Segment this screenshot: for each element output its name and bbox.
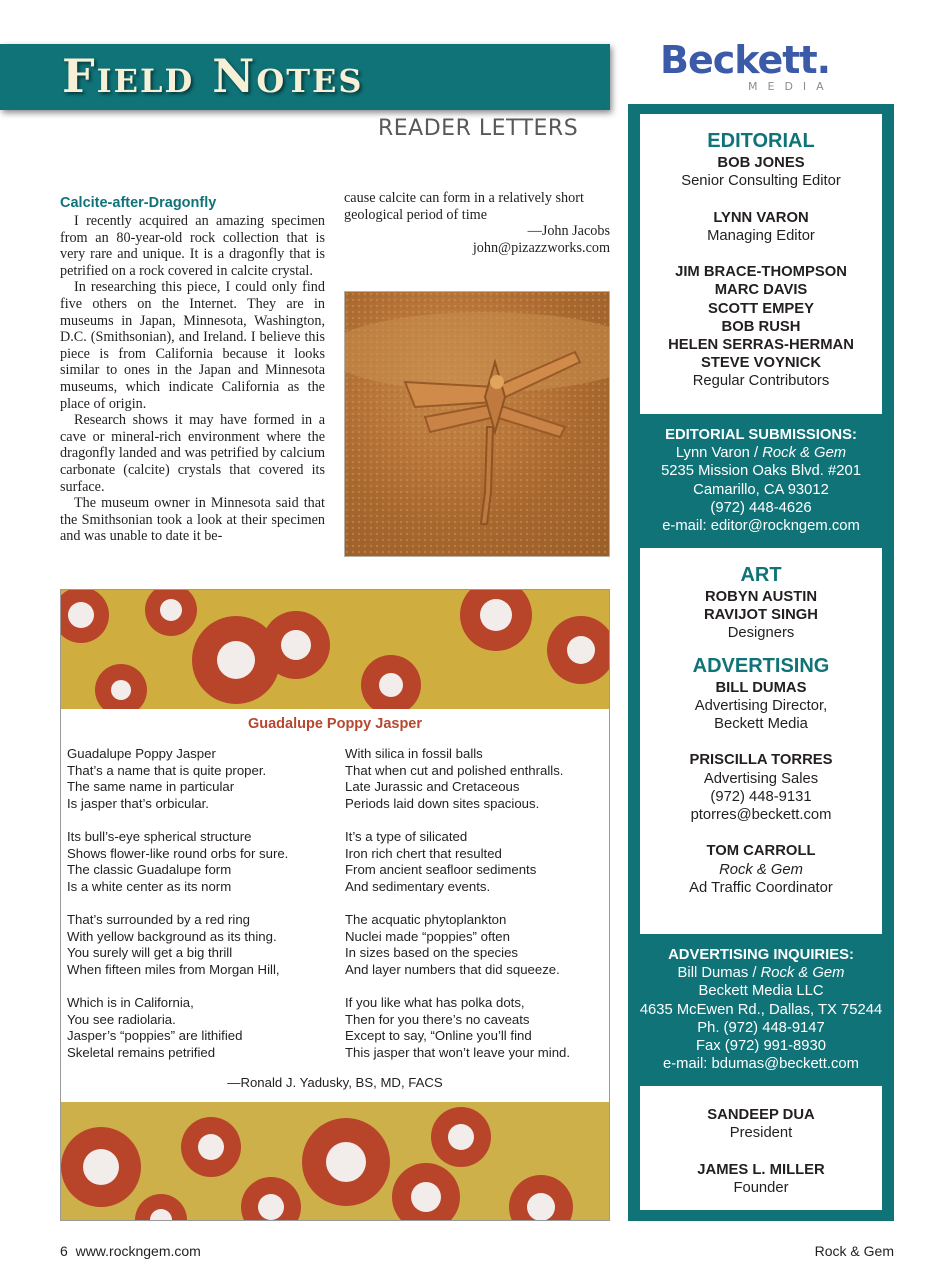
staff-name: BOB JONES	[717, 155, 805, 171]
letter-paragraph: The museum owner in Minnesota said that the Smithsonian took a look at their specimen and was unable to date it be-	[60, 495, 325, 545]
poem-line: Nuclei made “poppies” often	[345, 928, 510, 944]
inquiries-line: Fax (972) 991-8930	[696, 1038, 826, 1055]
letter-paragraph: Research shows it may have formed in a cave or mineral-rich environment where the dragonfly landed and was petrified by calcium carbonate (calcite) crystals that covered its surface.	[60, 412, 325, 495]
inquiries-heading: ADVERTISING INQUIRIES:	[668, 947, 854, 963]
poem-author: —Ronald J. Yadusky, BS, MD, FACS	[227, 1075, 443, 1090]
poem-line: With silica in fossil balls	[345, 746, 483, 761]
poem-line: Late Jurassic and Cretaceous	[345, 779, 520, 795]
staff-role: Beckett Media	[714, 716, 808, 733]
submissions-line: (972) 448-4626	[710, 499, 812, 516]
poem-line: Except to say, “Online you’ll find	[345, 1028, 532, 1044]
letter-continuation: cause calcite can form in a relatively short geological period of time	[344, 190, 584, 223]
staff-name: PRISCILLA TORRES	[689, 752, 833, 769]
poem-line: Which is in California,	[67, 994, 194, 1010]
poem-line: Skeletal remains petrified	[67, 1044, 216, 1060]
staff-phone: (972) 448-9131	[710, 788, 812, 805]
editorial-heading: EDITORIAL	[707, 130, 815, 152]
staff-name: BILL DUMAS	[715, 679, 807, 696]
staff-name: MARC DAVIS	[714, 282, 808, 299]
poem-line: From ancient seafloor sediments	[345, 862, 537, 878]
poem-line: It’s a type of silicated	[345, 828, 468, 844]
staff-name: ROBYN AUSTIN	[704, 589, 818, 605]
poem-line: That’s a name that is quite proper.	[67, 762, 267, 778]
poem-line: Guadalupe Poppy Jasper	[67, 746, 216, 761]
poem-column-right	[345, 746, 607, 1078]
advertising-heading: ADVERTISING	[692, 654, 830, 677]
poem-stanza	[67, 912, 337, 978]
staff-role: Regular Contributors	[692, 373, 830, 390]
poem-line: That when cut and polished enthralls.	[345, 762, 564, 778]
poem-line: This jasper that won’t leave your mind.	[345, 1044, 571, 1060]
staff-role: Designers	[727, 625, 795, 642]
poem-line: And layer numbers that did squeeze.	[345, 961, 560, 977]
staff-role: Ad Traffic Coordinator	[689, 879, 833, 896]
staff-name: RAVIJOT SINGH	[703, 607, 818, 624]
officer-role: President	[729, 1125, 793, 1142]
jasper-photo-top	[61, 590, 609, 709]
submissions-line: 5235 Mission Oaks Blvd. #201	[661, 463, 861, 480]
inquiries-line: 4635 McEwen Rd., Dallas, TX 75244	[639, 1001, 883, 1018]
poem-stanza	[345, 912, 607, 978]
poem-line: The acquatic phytoplankton	[345, 911, 507, 927]
footer-magazine-name: Rock & Gem	[814, 1243, 894, 1259]
inquiries-email: e-mail: bdumas@beckett.com	[663, 1056, 859, 1073]
logo-subtext: MEDIA	[748, 80, 834, 93]
submissions-email: e-mail: editor@rockngem.com	[662, 518, 860, 535]
staff-role: Advertising Sales	[703, 770, 819, 787]
editorial-box	[640, 114, 882, 414]
poem-line: If you like what has polka dots,	[345, 994, 525, 1010]
poem-line: And sedimentary events.	[345, 878, 491, 894]
inquiries-line: Ph. (972) 448-9147	[697, 1019, 825, 1036]
poem-line: You surely will get a big thrill	[67, 945, 233, 961]
poem-line: Then for you there’s no caveats	[345, 1011, 530, 1027]
poem-column-left	[67, 746, 337, 1078]
poem-line: Is a white center as its norm	[67, 878, 232, 894]
poem-line: Is jasper that’s orbicular.	[67, 795, 209, 811]
poem-line: Jasper’s “poppies” are lithified	[67, 1028, 243, 1044]
poem-line: With yellow background as its thing.	[67, 928, 277, 944]
beckett-media-logo	[660, 38, 860, 94]
inquiries-section	[628, 946, 894, 1073]
officers-box	[640, 1086, 882, 1210]
staff-name: STEVE VOYNICK	[700, 355, 822, 372]
poem-stanza	[345, 829, 607, 895]
letter-paragraph: In researching this piece, I could only find five others on the Internet. They are in museums in Japan, Minnesota, Washington, D.C. (Smithsonian), and Ireland. I believe this piece is from California because it looks similar to ones in the Japan and Minnesota museums, which indicate California as the place of origin.	[60, 279, 325, 412]
poem-stanza	[67, 829, 337, 895]
section-subtitle: READER LETTERS	[378, 116, 579, 141]
poem-line: The same name in particular	[67, 779, 235, 795]
poem-stanza	[345, 746, 607, 812]
masthead-sidebar	[628, 104, 894, 1221]
poem-stanza	[345, 995, 607, 1061]
section-banner	[0, 44, 610, 110]
section-title: Field Notes	[62, 49, 364, 103]
letter-signature-email: john@pizazzworks.com	[472, 239, 610, 256]
footer-website: www.rockngem.com	[75, 1243, 201, 1259]
letter-heading: Calcite-after-Dragonfly	[60, 195, 217, 211]
poem-title: Guadalupe Poppy Jasper	[247, 716, 423, 732]
staff-role: Senior Consulting Editor	[681, 173, 841, 190]
inquiries-contact: Bill Dumas / Rock & Gem	[677, 965, 845, 982]
submissions-line: Camarillo, CA 93012	[693, 481, 829, 498]
art-heading: ART	[740, 564, 782, 586]
poem-line: You see radiolaria.	[67, 1011, 176, 1027]
poem-line: That’s surrounded by a red ring	[67, 911, 251, 927]
submissions-contact: Lynn Varon / Rock & Gem	[675, 445, 847, 462]
dragonfly-illustration	[345, 292, 610, 557]
page-number: 6	[60, 1243, 68, 1259]
poem-line: The classic Guadalupe form	[67, 862, 232, 878]
staff-name: TOM CARROLL	[706, 843, 816, 860]
staff-role: Managing Editor	[707, 227, 815, 244]
staff-name: BOB RUSH	[721, 318, 801, 335]
submissions-heading: EDITORIAL SUBMISSIONS:	[665, 427, 857, 443]
submissions-section	[628, 426, 894, 535]
staff-name: SCOTT EMPEY	[707, 300, 815, 317]
poem-stanza	[67, 995, 337, 1061]
art-advertising-box	[640, 548, 882, 934]
poem-line: Its bull’s-eye spherical structure	[67, 828, 252, 844]
jasper-photo-bottom	[61, 1102, 609, 1220]
staff-publication: Rock & Gem	[719, 861, 803, 878]
staff-role: Advertising Director,	[694, 697, 828, 714]
poem-line: Shows flower-like round orbs for sure.	[67, 845, 289, 861]
poem-line: When fifteen miles from Morgan Hill,	[67, 961, 280, 977]
letter-signature-name: —John Jacobs	[527, 223, 610, 240]
poem-line: Periods laid down sites spacious.	[345, 795, 540, 811]
poppy-jasper-poem-box	[60, 589, 610, 1221]
letter-column-left	[60, 195, 325, 545]
officer-name: JAMES L. MILLER	[697, 1161, 825, 1178]
officer-role: Founder	[733, 1179, 789, 1196]
letter-paragraph: I recently acquired an amazing specimen from an 80-year-old rock collection that is very rare and unique. It is a dragonfly that is petrified on a rock covered in calcite crystal.	[60, 213, 325, 279]
letter-column-right	[344, 190, 610, 256]
dragonfly-specimen-photo	[344, 291, 610, 557]
officer-name: SANDEEP DUA	[707, 1107, 815, 1123]
poem-line: Iron rich chert that resulted	[345, 845, 502, 861]
staff-name: HELEN SERRAS-HERMAN	[668, 337, 854, 353]
footer-left	[60, 1243, 201, 1259]
staff-email: ptorres@beckett.com	[690, 807, 832, 824]
staff-name: JIM BRACE-THOMPSON	[675, 264, 847, 281]
logo-wordmark: Beckett.	[660, 38, 831, 82]
poem-line: In sizes based on the species	[345, 945, 519, 961]
poem-stanza	[67, 746, 337, 812]
inquiries-line: Beckett Media LLC	[698, 983, 824, 1000]
staff-name: LYNN VARON	[713, 209, 809, 226]
